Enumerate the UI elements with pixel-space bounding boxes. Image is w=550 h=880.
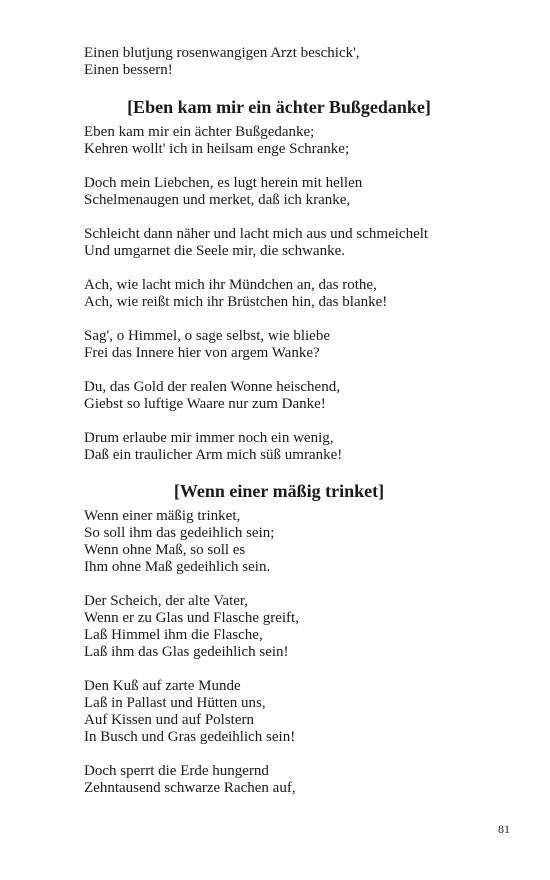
stanza <box>84 379 474 413</box>
stanza <box>84 593 474 661</box>
verse-line: Laß Himmel ihm die Flasche, <box>84 627 263 643</box>
poem-title: [Eben kam mir ein ächter Bußgedanke] <box>127 97 431 117</box>
verse-line: Du, das Gold der realen Wonne heischend, <box>84 379 340 395</box>
stanza <box>84 328 474 362</box>
verse-line: Eben kam mir ein ächter Bußgedanke; <box>84 124 315 140</box>
verse-line: Laß ihm das Glas gedeihlich sein! <box>84 644 289 660</box>
verse-line: Daß ein traulicher Arm mich süß umranke! <box>84 447 343 463</box>
verse-line: Einen bessern! <box>84 62 173 78</box>
stanza <box>84 678 474 746</box>
verse-line: Schelmenaugen und merket, daß ich kranke, <box>84 192 351 208</box>
verse-line: Einen blutjung rosenwangigen Arzt beschick', <box>84 45 360 61</box>
verse-line: Ihm ohne Maß gedeihlich sein. <box>84 559 271 575</box>
verse-line: Wenn einer mäßig trinket, <box>84 508 241 524</box>
poem-body <box>84 124 474 464</box>
poem-body <box>84 508 474 797</box>
stanza <box>84 277 474 311</box>
poem-title: [Wenn einer mäßig trinket] <box>173 481 385 501</box>
stanza <box>84 763 474 797</box>
verse-line: Laß in Pallast und Hütten uns, <box>84 695 266 711</box>
verse-line: In Busch und Gras gedeihlich sein! <box>84 729 296 745</box>
verse-line: Ach, wie lacht mich ihr Mündchen an, das rothe, <box>84 277 377 293</box>
intro-stanza <box>84 45 474 79</box>
verse-line: Doch sperrt die Erde hungernd <box>84 763 269 779</box>
stanza <box>84 124 474 158</box>
verse-line: Sag', o Himmel, o sage selbst, wie bliebe <box>84 328 330 344</box>
verse-line: Zehntausend schwarze Rachen auf, <box>84 780 296 796</box>
stanza <box>84 175 474 209</box>
stanza <box>84 508 474 576</box>
page-content <box>84 45 474 797</box>
verse-line: Wenn ohne Maß, so soll es <box>84 542 246 558</box>
verse-line: Giebst so luftige Waare nur zum Danke! <box>84 396 326 412</box>
verse-line: Wenn er zu Glas und Flasche greift, <box>84 610 299 626</box>
verse-line: Und umgarnet die Seele mir, die schwanke. <box>84 243 345 259</box>
verse-line: So soll ihm das gedeihlich sein; <box>84 525 275 541</box>
verse-line: Kehren wollt' ich in heilsam enge Schranke; <box>84 141 350 157</box>
verse-line: Doch mein Liebchen, es lugt herein mit hellen <box>84 175 363 191</box>
verse-line: Schleicht dann näher und lacht mich aus und schmeichelt <box>84 226 429 242</box>
verse-line: Auf Kissen und auf Polstern <box>84 712 254 728</box>
verse-line: Ach, wie reißt mich ihr Brüstchen hin, das blanke! <box>84 294 388 310</box>
stanza <box>84 430 474 464</box>
verse-line: Der Scheich, der alte Vater, <box>84 593 249 609</box>
stanza <box>84 226 474 260</box>
verse-line: Den Kuß auf zarte Munde <box>84 678 241 694</box>
verse-line: Frei das Innere hier von argem Wanke? <box>84 345 320 361</box>
verse-line: Drum erlaube mir immer noch ein wenig, <box>84 430 334 446</box>
page-number: 81 <box>498 822 510 836</box>
